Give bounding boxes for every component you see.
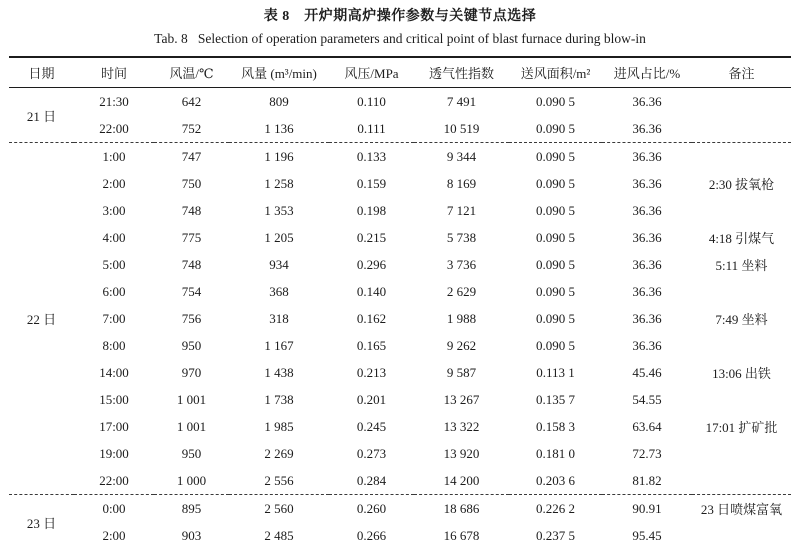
wind-volume-cell: 368 [269, 283, 289, 299]
air-intake-ratio-cell: 81.82 [632, 472, 662, 488]
wind-pressure-cell: 0.273 [356, 445, 387, 461]
time-cell: 22:00 [99, 472, 129, 488]
wind-pressure-cell: 0.111 [357, 120, 386, 136]
remark-cell: 17:01 扩矿批 [705, 420, 778, 435]
time-cell: 0:00 [74, 495, 154, 523]
air-intake-ratio-cell: 54.55 [632, 391, 662, 407]
time-cell: 1:00 [74, 143, 154, 171]
wind-volume-cell: 1 136 [264, 120, 294, 136]
table-row [9, 278, 791, 305]
remark-cell [692, 115, 791, 143]
permeability-index-cell: 7 491 [446, 93, 477, 109]
permeability-index-cell: 7 121 [446, 202, 477, 218]
permeability-index-cell: 10 519 [443, 120, 480, 136]
wind-pressure-cell: 0.260 [329, 495, 414, 523]
time-cell: 21:30 [99, 93, 129, 109]
wind-volume-cell: 318 [269, 310, 289, 326]
col-header-wind-temp: 风温/℃ [154, 58, 229, 88]
permeability-index-cell: 5 738 [446, 229, 477, 245]
permeability-index-cell: 3 736 [446, 256, 477, 272]
time-cell: 8:00 [102, 337, 126, 353]
remark-cell [692, 143, 791, 171]
wind-pressure-cell: 0.110 [357, 93, 386, 109]
air-intake-ratio-cell: 36.36 [602, 143, 692, 171]
remark-cell [692, 522, 791, 543]
wind-temp-cell: 750 [181, 175, 202, 191]
blast-area-cell: 0.135 7 [536, 391, 575, 407]
wind-temp-cell: 950 [181, 445, 202, 461]
remark-cell [692, 386, 791, 413]
wind-pressure-cell: 0.140 [356, 283, 387, 299]
wind-temp-cell: 903 [181, 527, 202, 543]
wind-temp-cell: 748 [181, 256, 202, 272]
blast-area-cell: 0.090 5 [536, 310, 575, 326]
table-row [9, 467, 791, 495]
wind-temp-cell: 895 [154, 495, 229, 523]
col-header-air-intake-ratio: 进风占比/% [602, 58, 692, 88]
permeability-index-cell: 1 988 [446, 310, 477, 326]
date-group-label: 23 日 [9, 495, 74, 543]
table-row [9, 170, 791, 197]
date-group-label: 21 日 [26, 108, 57, 124]
wind-volume-cell: 1 205 [264, 229, 294, 245]
wind-volume-cell: 934 [269, 256, 289, 272]
time-cell: 5:00 [102, 256, 126, 272]
remark-cell [692, 88, 791, 116]
wind-temp-cell: 775 [181, 229, 202, 245]
permeability-index-cell: 9 262 [446, 337, 477, 353]
time-cell: 6:00 [102, 283, 126, 299]
wind-volume-cell: 2 485 [264, 527, 294, 543]
remark-cell [692, 278, 791, 305]
time-cell: 2:00 [102, 527, 126, 543]
time-cell: 2:00 [102, 175, 126, 191]
wind-pressure-cell: 0.201 [356, 391, 387, 407]
permeability-index-cell: 13 920 [443, 445, 480, 461]
table-row [9, 440, 791, 467]
wind-pressure-cell: 0.284 [356, 472, 387, 488]
blast-area-cell: 0.113 1 [536, 364, 575, 380]
time-cell: 19:00 [99, 445, 129, 461]
blast-area-cell: 0.090 5 [536, 175, 575, 191]
table-row [9, 88, 791, 116]
remark-cell: 23 日喷煤富氧 [692, 495, 791, 523]
remark-cell [692, 332, 791, 359]
table-row [9, 386, 791, 413]
remark-cell [692, 467, 791, 495]
wind-temp-cell: 747 [154, 143, 229, 171]
wind-temp-cell: 1 001 [176, 418, 207, 434]
time-cell: 7:00 [102, 310, 126, 326]
air-intake-ratio-cell: 95.45 [632, 527, 662, 543]
table-row [9, 359, 791, 386]
col-header-wind-volume: 风量 (m³/min) [229, 58, 329, 88]
blast-area-cell: 0.226 2 [509, 495, 602, 523]
air-intake-ratio-cell: 36.36 [632, 337, 662, 353]
air-intake-ratio-cell: 36.36 [632, 310, 662, 326]
wind-temp-cell: 748 [181, 202, 202, 218]
wind-pressure-cell: 0.165 [356, 337, 387, 353]
table-row [9, 305, 791, 332]
col-header-wind-pressure: 风压/MPa [329, 58, 414, 88]
permeability-index-cell: 13 267 [443, 391, 480, 407]
wind-pressure-cell: 0.266 [356, 527, 387, 543]
permeability-index-cell: 2 629 [446, 283, 477, 299]
remark-cell: 2:30 拔氧枪 [708, 177, 775, 192]
blast-area-cell: 0.090 5 [536, 256, 575, 272]
permeability-index-cell: 14 200 [443, 472, 480, 488]
wind-volume-cell: 809 [269, 93, 289, 109]
wind-volume-cell: 1 738 [264, 391, 294, 407]
air-intake-ratio-cell: 63.64 [632, 418, 662, 434]
wind-volume-cell: 1 258 [264, 175, 294, 191]
wind-temp-cell: 756 [181, 310, 202, 326]
wind-pressure-cell: 0.162 [356, 310, 387, 326]
table-row [9, 413, 791, 440]
remark-cell: 7:49 坐料 [715, 312, 768, 327]
air-intake-ratio-cell: 90.91 [602, 495, 692, 523]
time-cell: 4:00 [102, 229, 126, 245]
wind-pressure-cell: 0.213 [356, 364, 387, 380]
time-cell: 14:00 [99, 364, 129, 380]
permeability-index-cell: 9 344 [414, 143, 509, 171]
wind-temp-cell: 754 [181, 283, 202, 299]
remark-cell: 5:11 坐料 [715, 258, 768, 273]
header-row [9, 58, 791, 88]
table-wrapper [9, 56, 791, 543]
wind-pressure-cell: 0.198 [356, 202, 387, 218]
permeability-index-cell: 8 169 [446, 175, 477, 191]
blast-area-cell: 0.090 5 [536, 93, 575, 109]
table-row [9, 197, 791, 224]
table-row [9, 143, 791, 171]
remark-cell: 4:18 引煤气 [708, 231, 775, 246]
blast-area-cell: 0.090 5 [536, 229, 575, 245]
col-header-blast-area: 送风面积/m² [509, 58, 602, 88]
table-row [9, 495, 791, 523]
wind-volume-cell: 1 167 [264, 337, 294, 353]
blast-area-cell: 0.158 3 [536, 418, 575, 434]
table-row [9, 115, 791, 143]
blast-area-cell: 0.237 5 [536, 527, 575, 543]
air-intake-ratio-cell: 72.73 [632, 445, 662, 461]
air-intake-ratio-cell: 36.36 [632, 175, 662, 191]
blast-area-cell: 0.090 5 [509, 143, 602, 171]
air-intake-ratio-cell: 36.36 [632, 229, 662, 245]
col-header-permeability-index: 透气性指数 [414, 58, 509, 88]
wind-volume-cell: 1 438 [264, 364, 294, 380]
table-title-zh: 表 8 开炉期高炉操作参数与关键节点选择 [263, 9, 537, 24]
wind-volume-cell: 1 196 [229, 143, 329, 171]
table-body [9, 88, 791, 543]
time-cell: 15:00 [99, 391, 129, 407]
permeability-index-cell: 9 587 [446, 364, 477, 380]
time-cell: 17:00 [99, 418, 129, 434]
date-group-label: 22 日 [9, 143, 74, 495]
wind-volume-cell: 1 985 [264, 418, 294, 434]
blast-area-cell: 0.203 6 [536, 472, 575, 488]
wind-pressure-cell: 0.245 [356, 418, 387, 434]
wind-volume-cell: 1 353 [264, 202, 294, 218]
wind-pressure-cell: 0.215 [356, 229, 387, 245]
wind-volume-cell: 2 560 [229, 495, 329, 523]
wind-temp-cell: 970 [181, 364, 202, 380]
table-row [9, 522, 791, 543]
remark-cell: 13:06 出铁 [712, 366, 771, 381]
col-header-time: 时间 [74, 58, 154, 88]
air-intake-ratio-cell: 36.36 [632, 256, 662, 272]
wind-volume-cell: 2 556 [264, 472, 294, 488]
wind-volume-cell: 2 269 [264, 445, 294, 461]
blast-area-cell: 0.181 0 [536, 445, 575, 461]
table-row [9, 251, 791, 278]
parameters-table [9, 58, 791, 543]
blast-area-cell: 0.090 5 [536, 283, 575, 299]
wind-temp-cell: 752 [181, 120, 202, 136]
wind-pressure-cell: 0.296 [356, 256, 387, 272]
wind-pressure-cell: 0.159 [356, 175, 387, 191]
table-row [9, 332, 791, 359]
remark-cell [692, 197, 791, 224]
time-cell: 22:00 [99, 120, 129, 136]
permeability-index-cell: 18 686 [414, 495, 509, 523]
wind-temp-cell: 642 [181, 93, 202, 109]
wind-pressure-cell: 0.133 [329, 143, 414, 171]
blast-area-cell: 0.090 5 [536, 337, 575, 353]
air-intake-ratio-cell: 36.36 [632, 93, 662, 109]
air-intake-ratio-cell: 45.46 [632, 364, 662, 380]
air-intake-ratio-cell: 36.36 [632, 120, 662, 136]
table-row [9, 224, 791, 251]
remark-cell [692, 440, 791, 467]
col-header-remark: 备注 [692, 58, 791, 88]
permeability-index-cell: 13 322 [443, 418, 480, 434]
blast-area-cell: 0.090 5 [536, 120, 575, 136]
col-header-date: 日期 [9, 58, 74, 88]
wind-temp-cell: 1 001 [176, 391, 207, 407]
time-cell: 3:00 [102, 202, 126, 218]
wind-temp-cell: 1 000 [176, 472, 207, 488]
blast-area-cell: 0.090 5 [536, 202, 575, 218]
permeability-index-cell: 16 678 [443, 527, 480, 543]
table-title-en: Tab. 8 Selection of operation parameters and critical point of blast furnace during blow-in [154, 31, 646, 46]
wind-temp-cell: 950 [181, 337, 202, 353]
air-intake-ratio-cell: 36.36 [632, 283, 662, 299]
air-intake-ratio-cell: 36.36 [632, 202, 662, 218]
